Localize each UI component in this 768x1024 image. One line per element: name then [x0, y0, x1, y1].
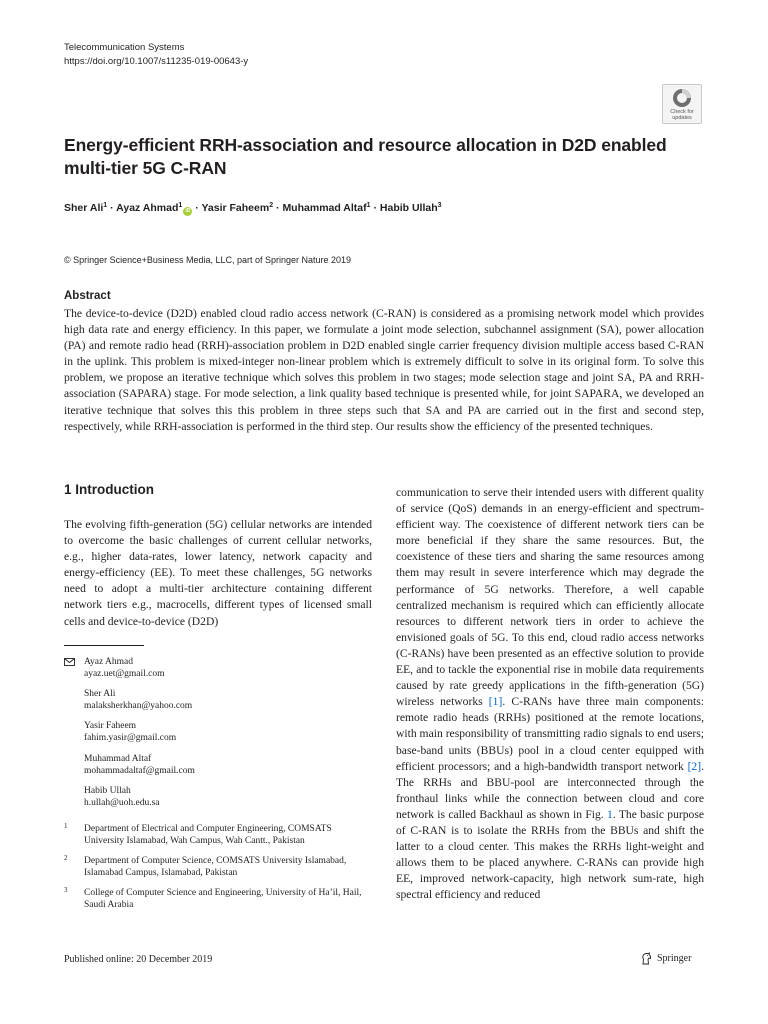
badge-line-1: Check for	[670, 109, 694, 115]
contact-name: Sher Ali	[84, 689, 116, 700]
published-date: Published online: 20 December 2019	[64, 954, 213, 965]
contact-name: Muhammad Altaf	[84, 753, 152, 764]
citation-link[interactable]: [2]	[687, 759, 702, 773]
author-list: Sher Ali$^1$ · Ayaz Ahmad$^1$iD · Yasir Faheem$^2$ · Muhammad Altaf$^1$ · Habib Ullah$^3$	[64, 202, 442, 214]
author-name[interactable]: Habib Ullah	[379, 202, 438, 214]
contact-email[interactable]: ayaz.uet@gmail.com	[84, 669, 165, 680]
abstract-text: The device-to-device (D2D) enabled cloud radio access network (C-RAN) is considered as a promising network model which provides high data rate and energy efficiency. In this paper, we formulate a joint mode selection, subchannel assignment (SA), power allocation (PA) and remote radio head (RRH)-association problem in D2D enabled single carrier frequency division multiple access based C-RAN in the uplink. This problem is mixed-integer non-linear problem which is extremely difficult to solve in its original form. To solve this problem, we propose an iterative technique which solves this problem in two stages; mode selection stage and joint SA, PA and RRH-association (SAPARA) stage. For mode selection, a link quality based technique is presented while, for joint SAPARA, we developed an iterative technique that solves this this problem in three steps such that SA and PA are carried out in the first and second step, respectively, while RRH-association is performed in the third step. Our results show the efficiency of the presented techniques.	[64, 307, 704, 433]
abstract-heading: Abstract	[64, 290, 111, 302]
author-name[interactable]: Yasir Faheem	[201, 202, 270, 214]
journal-header	[64, 41, 248, 69]
introduction-heading: 1 Introduction	[64, 482, 154, 497]
publisher-logo	[640, 952, 691, 965]
affiliation-number: 1	[64, 822, 68, 830]
citation-link[interactable]: [1]	[488, 695, 503, 709]
affiliation-entry	[64, 855, 364, 879]
figure-link[interactable]: 1	[607, 807, 613, 821]
springer-horse-icon	[640, 952, 653, 965]
affiliation-entry	[64, 823, 364, 847]
contact-entry	[84, 688, 372, 712]
badge-line-2: updates	[672, 115, 692, 122]
contact-entry	[84, 656, 372, 680]
copyright-notice: © Springer Science+Business Media, LLC, part of Springer Nature 2019	[64, 255, 352, 265]
publisher-name: Springer	[657, 953, 692, 964]
author-affiliation-number: 3	[437, 202, 442, 209]
affiliation-number: 3	[64, 886, 68, 895]
contact-entry	[84, 753, 372, 777]
affiliation-number: 2	[64, 854, 68, 863]
paper-title: Energy-efficient RRH-association and resource allocation in D2D enabled multi-tier 5G C-RAN	[64, 135, 667, 178]
contact-entry	[84, 720, 372, 744]
corresponding-contacts	[64, 656, 372, 817]
intro-text-segment: . C-RANs have three main components: remote radio heads (RRHs) positioned at the remote locations, with main responsibility of transmitting radio signals to end users; base-band units (BBUs) pool in a cloud center equipped with efficient processors; and a high-bandwidth transport network	[396, 695, 704, 773]
author-affiliation-number: 1	[178, 202, 183, 209]
intro-left-column: The evolving fifth-generation (5G) cellular networks are intended to overcome the basic challenges of current cellular networks, e.g., higher data-rates, lower latency, network capacity and energy-efficiency (EE). To meet these challenges, 5G networks need to adopt a multi-tier architecture containing different network tiers e.g., macrocells, different types of licensed small cells and device-to-device (D2D)	[64, 518, 372, 628]
author-name[interactable]: Ayaz Ahmad	[116, 202, 179, 214]
affiliation-entry	[64, 887, 364, 911]
author-affiliation-number: 1	[366, 202, 371, 209]
intro-text-segment: . The RRHs and BBU-pool are interconnected through the fronthaul links while the connection between cloud and core network is called Backhaul as shown in Fig.	[396, 759, 704, 821]
author-name[interactable]: Sher Ali	[64, 202, 104, 214]
contact-entry	[84, 785, 372, 809]
contact-email[interactable]: mohammadaltaf@gmail.com	[84, 765, 195, 776]
doi-link[interactable]: https://doi.org/10.1007/s11235-019-00643-y	[64, 56, 249, 67]
contact-name: Habib Ullah	[84, 785, 131, 796]
orcid-icon[interactable]: iD	[185, 208, 191, 214]
journal-name: Telecommunication Systems	[64, 42, 185, 53]
affiliation-text: College of Computer Science and Engineering, University of Ha’il, Hail, Saudi Arabia	[84, 888, 362, 911]
affiliation-list	[64, 823, 364, 920]
intro-right-column	[396, 485, 704, 903]
affiliation-text: Department of Computer Science, COMSATS University Islamabad, Islamabad Campus, Islamabad, Pakistan	[84, 856, 347, 879]
author-affiliation-number: 1	[103, 202, 108, 209]
contact-name: Yasir Faheem	[84, 721, 137, 732]
affiliation-text: Department of Electrical and Computer Engineering, COMSATS University Islamabad, Wah Campus, Wah Cantt., Pakistan	[84, 824, 332, 847]
intro-text-segment: communication to serve their intended users with different quality of service (QoS) demands in an energy-efficient and spectrum-efficient way. The coexistence of different network tiers can be more beneficial if they share the same resources. But, the coexistence of these tiers and sharing the same resources among them may result in severe interference which may degrade the performance of 5G networks. Therefore, a well capable centralized mechanism is required which can efficiently allocate resources to different network tiers in order to achieve the envisioned goals of 5G. To this end, cloud radio access networks (C-RANs) have been presented as an effective solution to provide EE, and to tackle the exponential rise in mobile data requirements caused by rate greedy applications in the fifth-generation (5G) wireless networks	[396, 486, 704, 709]
author-affiliation-number: 2	[269, 202, 274, 209]
contact-email[interactable]: malaksherkhan@yahoo.com	[84, 701, 193, 712]
contact-email[interactable]: h.ullah@uoh.edu.sa	[84, 797, 160, 808]
footnote-divider	[64, 645, 144, 646]
intro-text-segment: . The basic purpose of C-RAN is to isolate the RRHs from the BBUs and shift the latter to a cloud center. This makes the RRHs light-weight and allows them to be placed anywhere. C-RANs can provide high EE, improved network-capacity, high network sum-rate, high spectral efficiency and reduced	[396, 807, 704, 902]
check-for-updates-badge[interactable]	[662, 84, 702, 124]
crossmark-icon	[672, 88, 692, 108]
author-name[interactable]: Muhammad Altaf	[282, 202, 367, 214]
envelope-icon	[64, 658, 75, 666]
contact-email[interactable]: fahim.yasir@gmail.com	[84, 733, 177, 744]
contact-name: Ayaz Ahmad	[84, 657, 133, 667]
